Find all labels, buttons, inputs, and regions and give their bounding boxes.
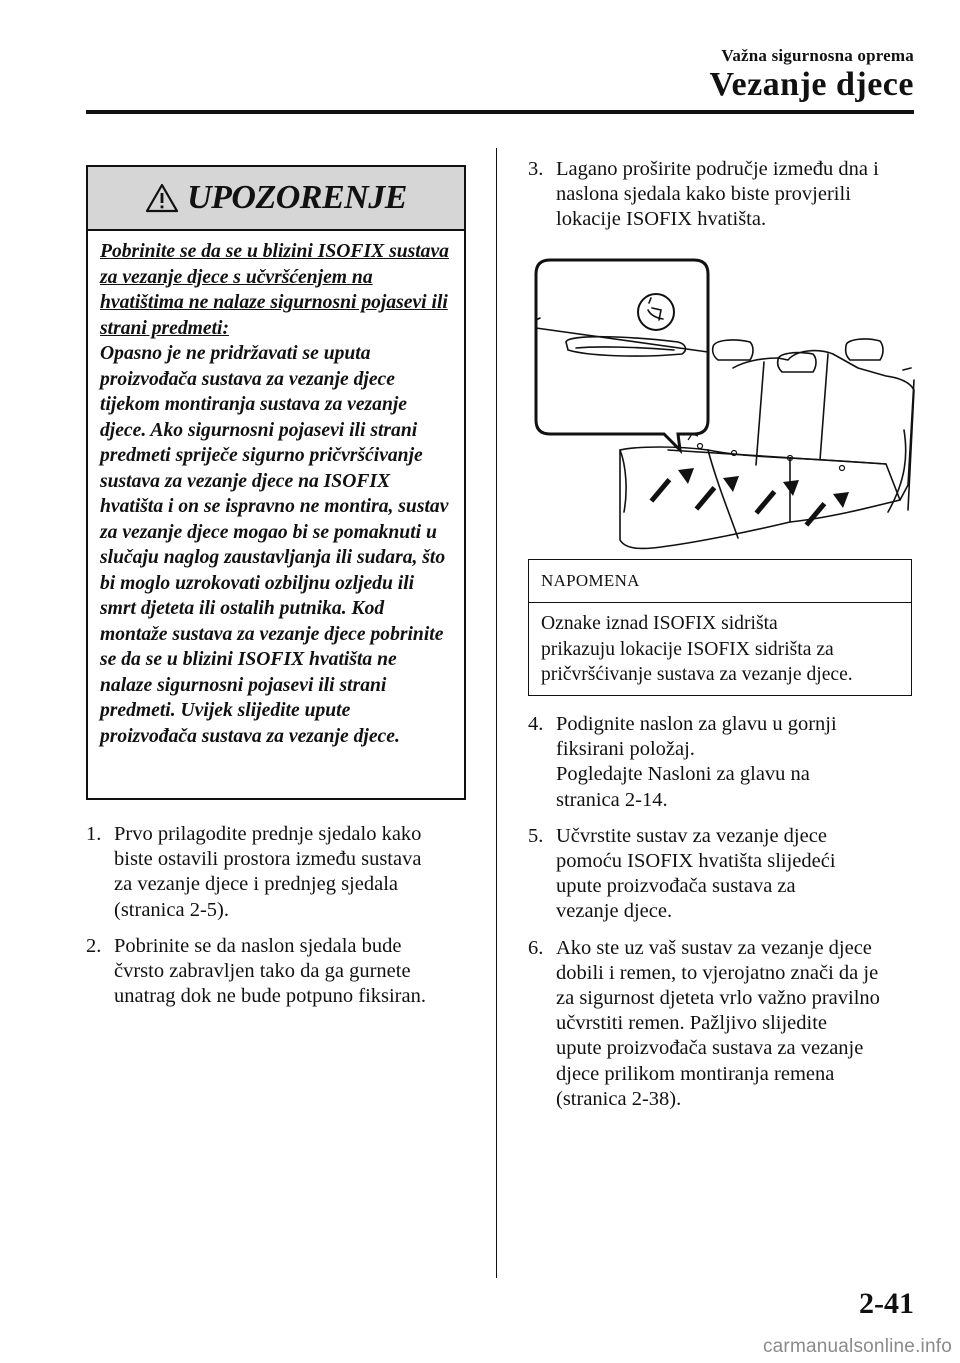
step-number: 3. [528, 158, 544, 180]
warning-header [88, 167, 464, 231]
column-divider [496, 148, 497, 1278]
steps-list-right-top [528, 157, 918, 244]
step-number: 1. [86, 823, 102, 845]
page-number: 2-41 [859, 1287, 914, 1320]
watermark: carmanualsonline.info [762, 1336, 952, 1357]
step-number: 2. [86, 934, 102, 957]
step-text: Učvrstite sustav za vezanje djece pomoću ISOFIX hvatišta slijedeći upute proizvođača sustava za vezanje djece. [556, 824, 836, 923]
section-title: Vezanje djece [709, 66, 914, 103]
step-number: 6. [528, 936, 544, 959]
step-item [528, 936, 918, 1112]
warning-box [86, 165, 466, 800]
warning-body [88, 231, 464, 749]
steps-list-right-bottom [528, 712, 918, 1123]
section-subtitle: Važna sigurnosna oprema [721, 46, 914, 65]
step-text: Pobrinite se da naslon sjedala bude čvrsto zabravljen tako da ga gurnete unatrag dok ne bude potpuno fiksiran. [114, 934, 426, 1008]
step-text: Podignite naslon za glavu u gornji fiksirani položaj. Pogledajte Nasloni za glavu na stranica 2-14. [556, 713, 837, 811]
warning-text: Opasno je ne pridržavati se uputa proizvođača sustava za vezanje djece tijekom montiranja sustava za vezanje djece. Ako sigurnosni pojasevi ili strani predmeti spriječe sigurno pričvršćivanje sustava za vezanje djece na ISOFIX hvatišta i on se ispravno ne montira, sustav za vezanje djece mogao bi se pomaknuti u slučaju naglog zaustavljanja ili sudara, što bi moglo uzrokovati ozbiljnu ozljedu ili smrt djeteta ili ostalih putnika. Kod montaže sustava za vezanje djece pobrinite se da se u blizini ISOFIX hvatišta ne nalaze sigurnosni pojasevi ili strani predmeti. Uvijek slijedite upute proizvođača sustava za vezanje djece. [100, 343, 449, 747]
step-item [86, 934, 481, 1010]
note-box [528, 559, 912, 696]
step-item [528, 157, 918, 233]
step-number: 4. [528, 713, 544, 735]
isofix-seat-illustration [528, 250, 918, 550]
step-item [86, 822, 481, 923]
step-item [528, 712, 918, 813]
steps-list-left [86, 822, 481, 1020]
header-rule [86, 110, 914, 114]
warning-lead: Pobrinite se da se u blizini ISOFIX sustava za vezanje djece s učvršćenjem na hvatištima ne nalaze sigurnosni pojasevi ili strani predmeti: [100, 241, 449, 339]
note-body: Oznake iznad ISOFIX sidrišta prikazuju lokacije ISOFIX sidrišta za pričvršćivanje sustava za vezanje djece. [541, 613, 853, 685]
seat-diagram [528, 250, 918, 550]
step-text: Lagano proširite područje između dna i naslona sjedala kako biste provjerili lokacije ISOFIX hvatišta. [556, 158, 879, 231]
warning-title: UPOZORENJE [187, 179, 407, 216]
warning-triangle-icon [145, 183, 179, 213]
step-number: 5. [528, 824, 544, 847]
step-text: Prvo prilagodite prednje sjedalo kako biste ostavili prostora između sustava za vezanje djece i prednjeg sjedala (stranica 2-5). [114, 823, 422, 921]
step-item [528, 824, 918, 925]
note-title: NAPOMENA [529, 560, 911, 603]
step-text: Ako ste uz vaš sustav za vezanje djece dobili i remen, to vjerojatno znači da je za sigurnost djeteta vrlo važno pravilno učvrstiti remen. Pažljivo slijedite upute proizvođača sustava za vezanje djece prilikom montiranja remena (stranica 2-38). [556, 936, 880, 1110]
